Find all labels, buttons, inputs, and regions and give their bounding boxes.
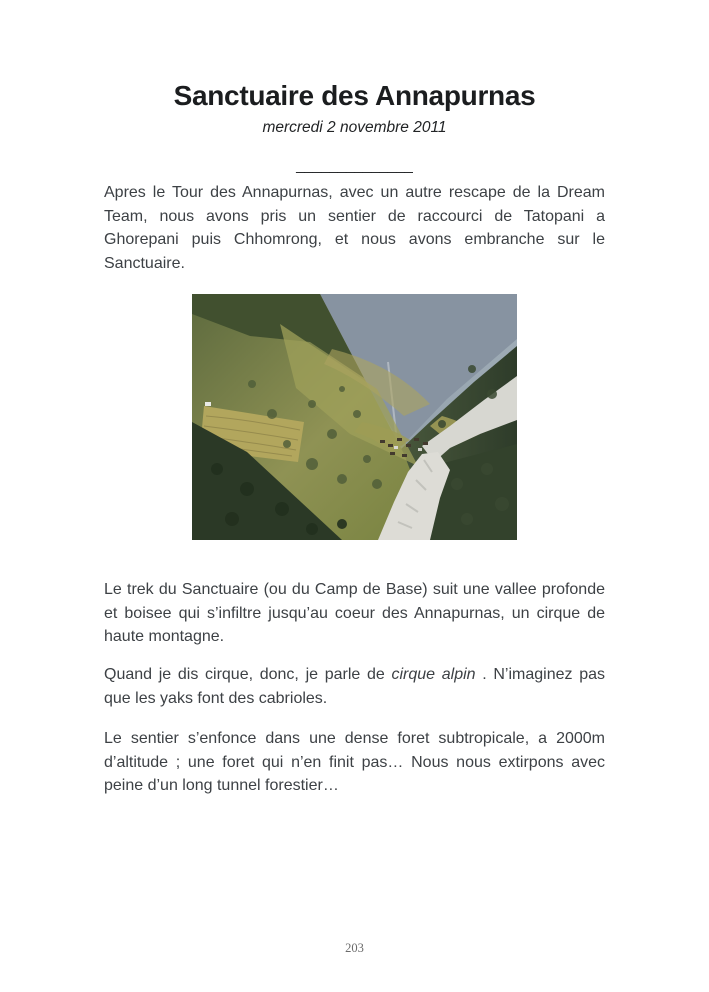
paragraph-cirque	[104, 663, 605, 710]
valley-photo	[192, 294, 517, 540]
paragraph-forest: Le sentier s’enfonce dans une dense foret subtropicale, a 2000m d’altitude ; une foret qui n’en finit pas… Nous nous extirpons avec peine d’un long tunnel forestier…	[104, 730, 605, 794]
post-date: mercredi 2 novembre 2011	[262, 119, 447, 136]
valley-photo-illustration	[192, 294, 517, 540]
paragraph-cirque-before: Quand je dis cirque, donc, je parle de	[104, 666, 392, 683]
paragraph-cirque-italic: cirque alpin	[391, 666, 476, 683]
page-title: Sanctuaire des Annapurnas	[173, 80, 536, 111]
paragraph-cirque-after: . N’imaginez pas que les yaks font des cabrioles.	[104, 666, 606, 707]
section-divider: ______________	[296, 157, 413, 174]
paragraph-trek: Le trek du Sanctuaire (ou du Camp de Base) suit une vallee profonde et boisee qui s’infiltre jusqu’au coeur des Annapurnas, un cirque de haute montagne.	[104, 581, 605, 645]
page-number: 203	[345, 941, 364, 955]
paragraph-intro: Apres le Tour des Annapurnas, avec un autre rescape de la Dream Team, nous avons pris un sentier de raccourci de Tatopani a Ghorepani puis Chhomrong, et nous avons embranche sur le Sanctuaire.	[104, 184, 605, 272]
